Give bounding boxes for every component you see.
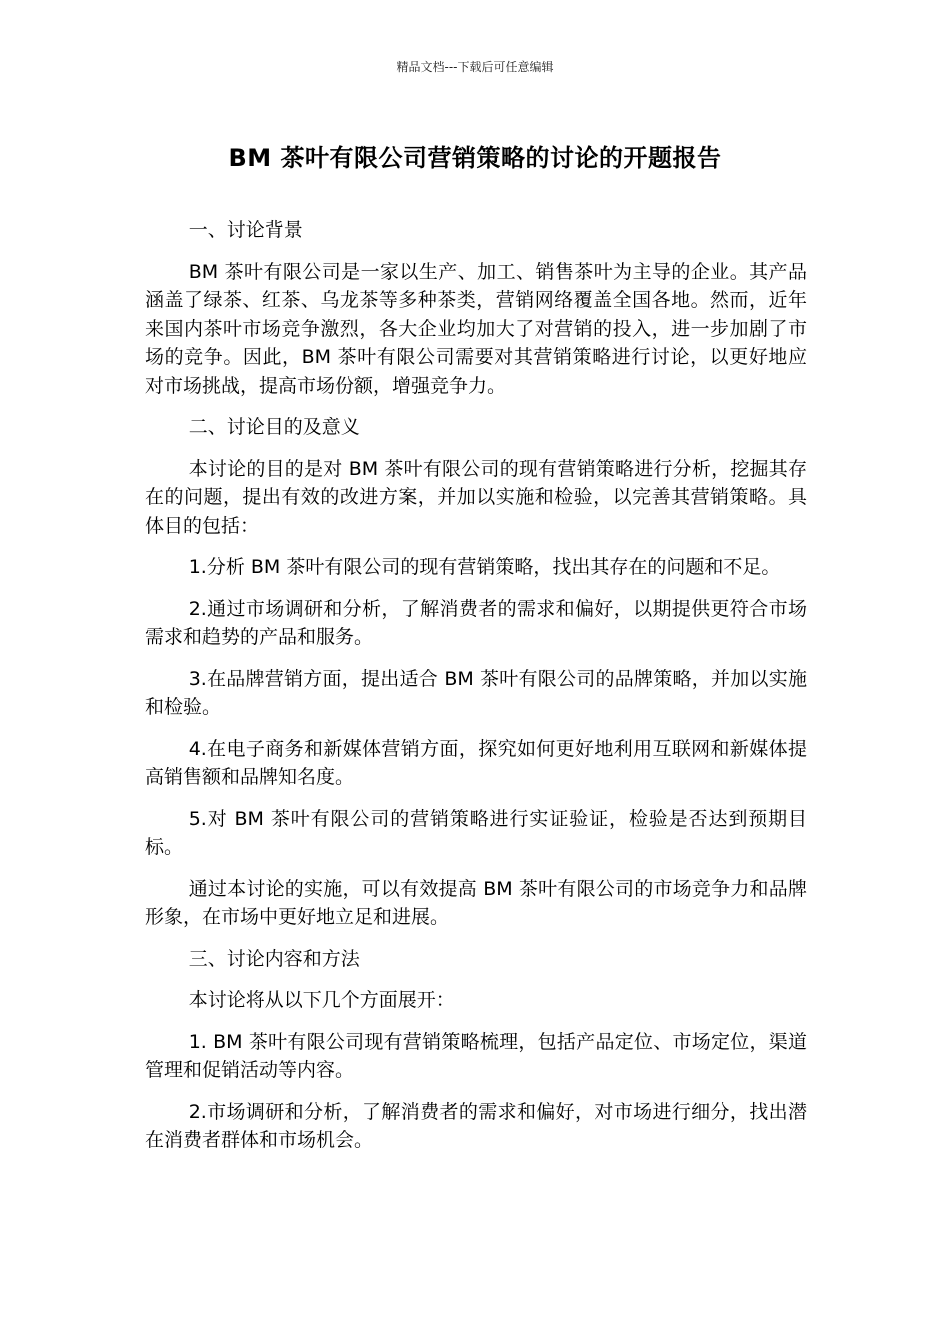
document-title: BM 茶叶有限公司营销策略的讨论的开题报告 — [228, 144, 722, 172]
list-item-purpose-5: 5.对 BM 茶叶有限公司的营销策略进行实证验证，检验是否达到预期目标。 — [145, 807, 807, 858]
section-heading-background: 一、讨论背景 — [188, 219, 303, 241]
list-item-content-2: 2.市场调研和分析，了解消费者的需求和偏好，对市场进行细分，找出潜在消费者群体和市场机会。 — [145, 1100, 807, 1151]
paragraph-purpose-intro: 本讨论的目的是对 BM 茶叶有限公司的现有营销策略进行分析，挖掘其存在的问题，提出有效的改进方案，并加以实施和检验，以完善其营销策略。具体目的包括： — [145, 457, 807, 537]
list-item-purpose-3: 3.在品牌营销方面，提出适合 BM 茶叶有限公司的品牌策略，并加以实施和检验。 — [145, 667, 807, 718]
paragraph-purpose-conclusion: 通过本讨论的实施，可以有效提高 BM 茶叶有限公司的市场竞争力和品牌形象，在市场中更好地立足和进展。 — [145, 877, 807, 928]
section-heading-purpose: 二、讨论目的及意义 — [188, 416, 360, 438]
paragraph-background: BM 茶叶有限公司是一家以生产、加工、销售茶叶为主导的企业。其产品涵盖了绿茶、红茶、乌龙茶等多种茶类，营销网络覆盖全国各地。然而，近年来国内茶叶市场竞争激烈，各大企业均加大了对营销的投入，进一步加剧了市场的竞争。因此，BM 茶叶有限公司需要对其营销策略进行讨论，以更好地应对市场挑战，提高市场份额，增强竞争力。 — [145, 260, 807, 397]
paragraph-content-intro: 本讨论将从以下几个方面展开： — [188, 989, 455, 1011]
list-item-purpose-2: 2.通过市场调研和分析，了解消费者的需求和偏好，以期提供更符合市场需求和趋势的产品和服务。 — [145, 597, 807, 648]
page-header-note: 精品文档---下载后可任意编辑 — [396, 60, 554, 74]
list-item-purpose-1: 1.分析 BM 茶叶有限公司的现有营销策略，找出其存在的问题和不足。 — [188, 556, 781, 578]
list-item-purpose-4: 4.在电子商务和新媒体营销方面，探究如何更好地利用互联网和新媒体提高销售额和品牌知名度。 — [145, 737, 807, 788]
document-body — [145, 216, 807, 1168]
list-item-content-1: 1. BM 茶叶有限公司现有营销策略梳理，包括产品定位、市场定位，渠道管理和促销活动等内容。 — [145, 1030, 807, 1081]
section-heading-content-methods: 三、讨论内容和方法 — [188, 947, 360, 970]
